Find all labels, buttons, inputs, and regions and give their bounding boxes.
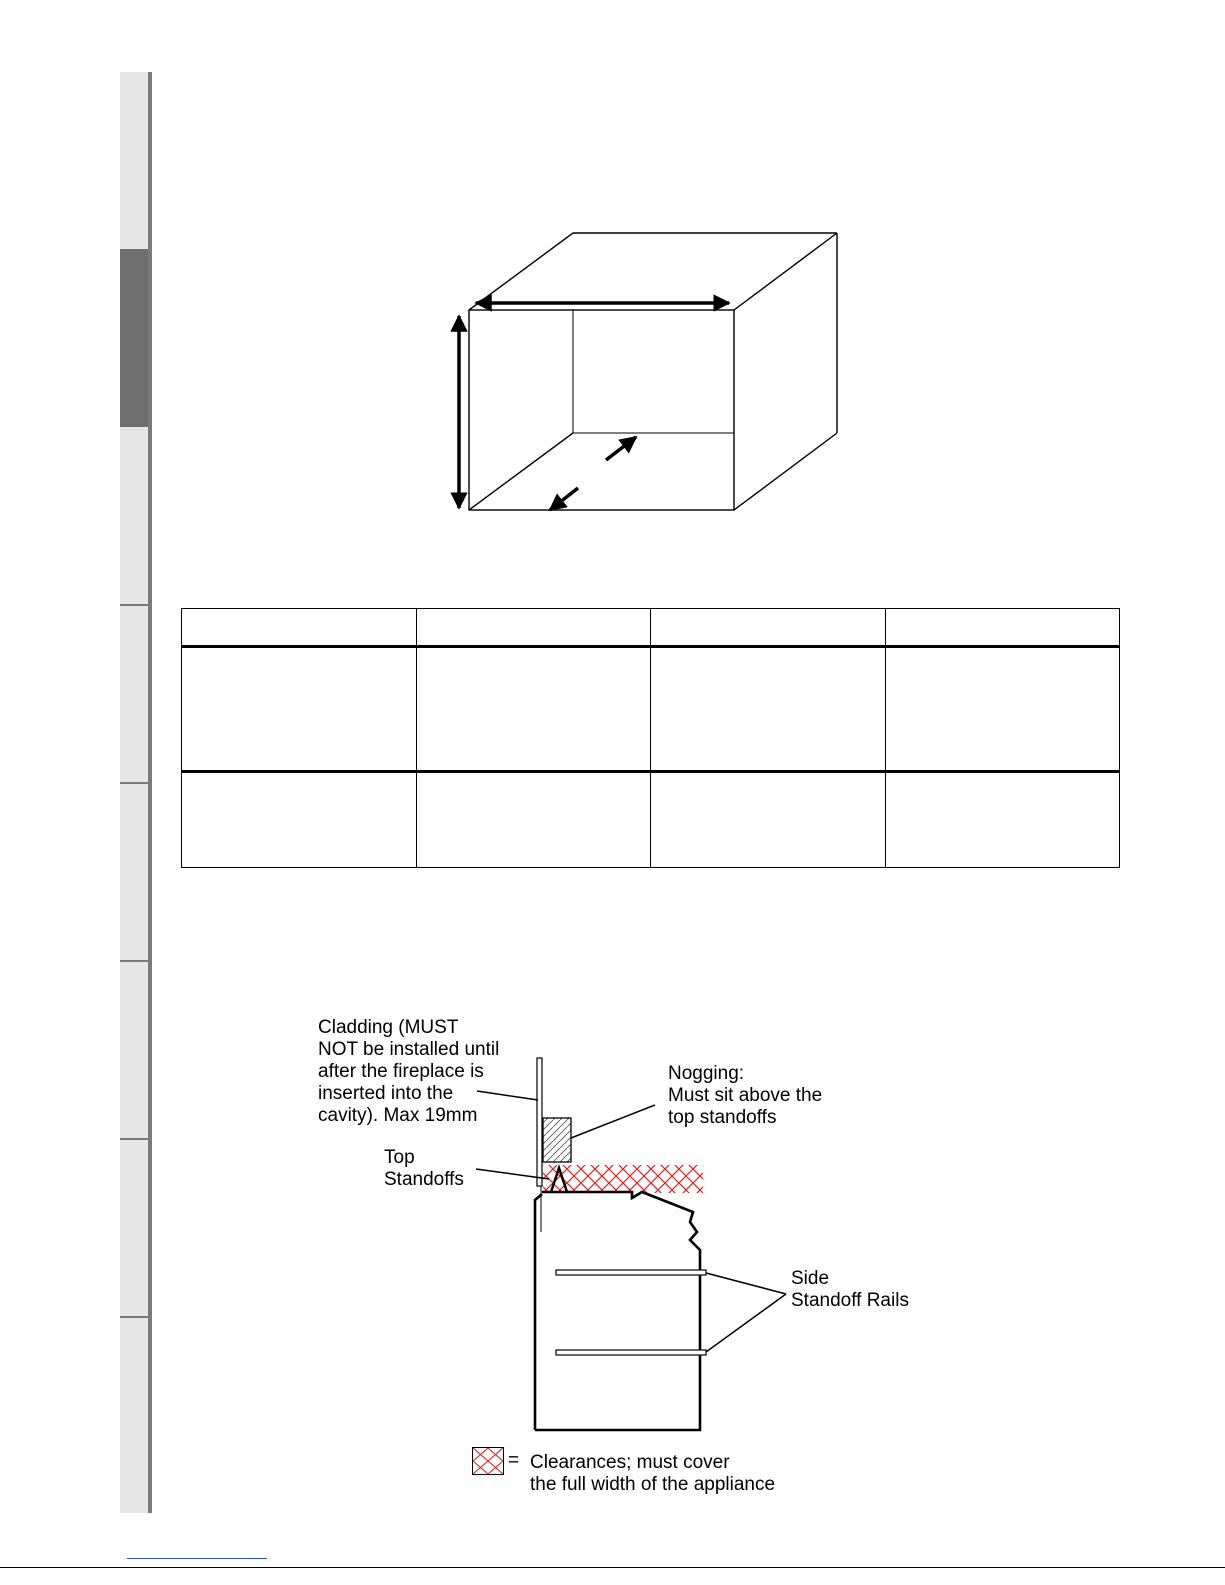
- legend-equals: =: [508, 1450, 520, 1471]
- footer-link-underline[interactable]: [127, 1558, 267, 1559]
- nogging-label: Nogging: Must sit above the top standoffs: [668, 1063, 823, 1128]
- side-standoff-rails-label: Side Standoff Rails: [791, 1268, 909, 1311]
- clearance-legend-swatch: [472, 1447, 504, 1475]
- cladding-label: Cladding (MUST NOT be installed until after the fireplace is inserted into the cavity). Max 19mm: [318, 1017, 500, 1126]
- footer-rule: [0, 1567, 1225, 1568]
- top-standoffs-label: Top Standoffs: [384, 1147, 464, 1190]
- legend-text: Clearances; must cover the full width of the appliance: [530, 1452, 776, 1495]
